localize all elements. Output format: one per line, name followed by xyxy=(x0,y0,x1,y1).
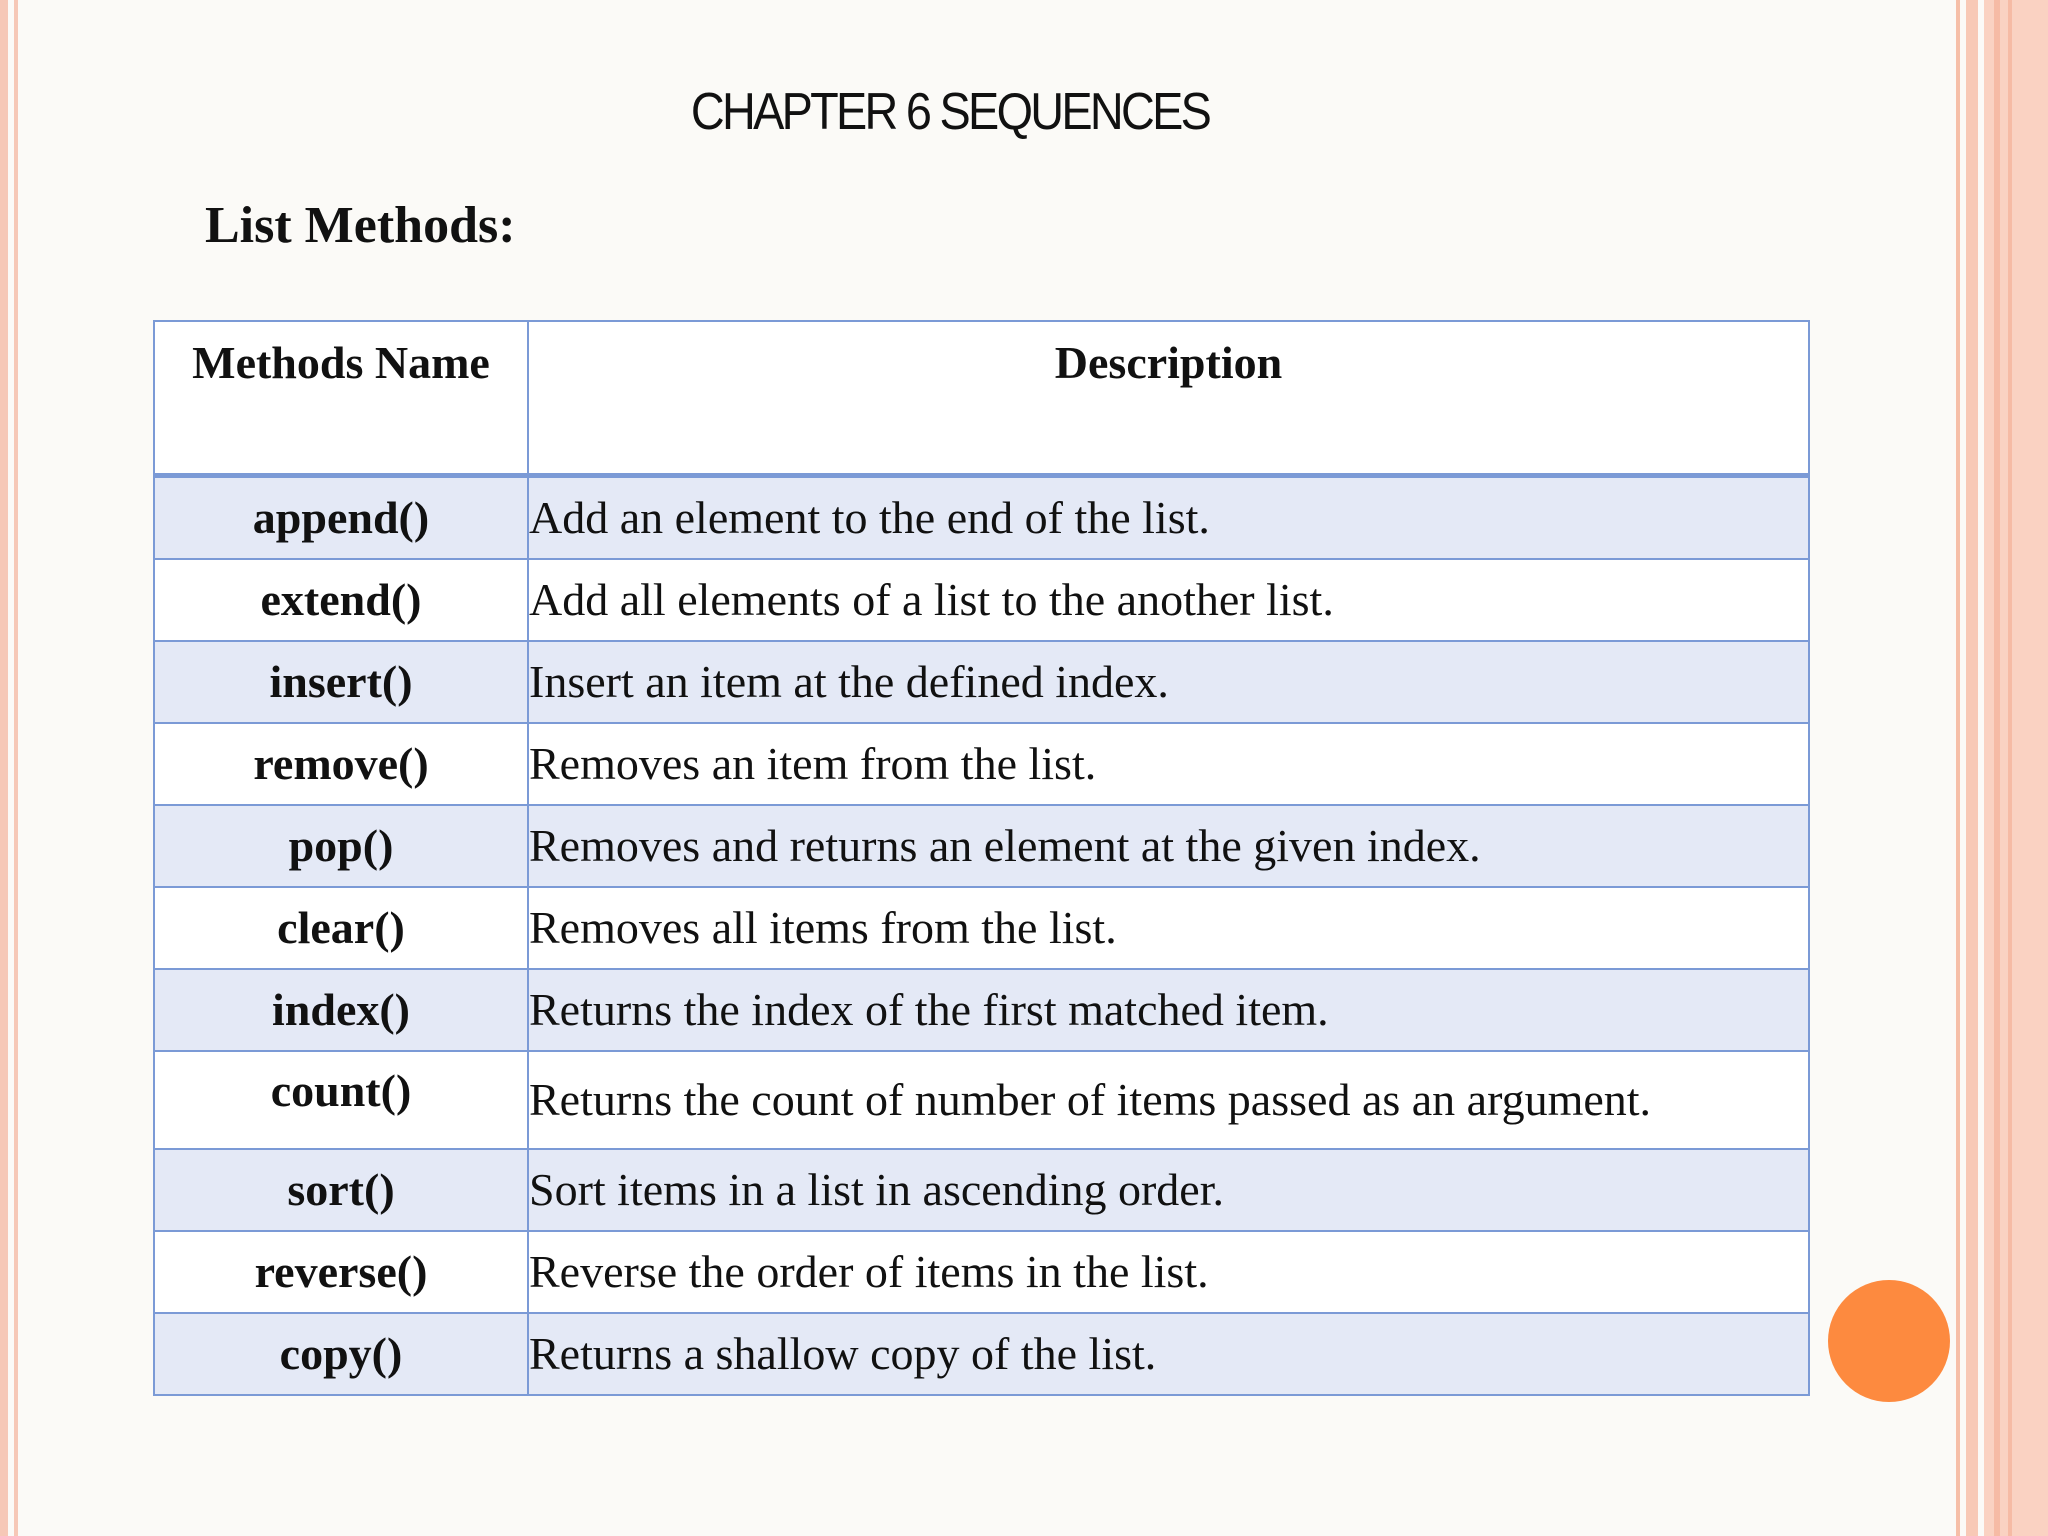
table-row xyxy=(154,805,1809,887)
right-border-band xyxy=(1966,0,1978,1536)
method-description: Removes an item from the list. xyxy=(528,723,1809,805)
method-description: Reverse the order of items in the list. xyxy=(528,1231,1809,1313)
method-name: index() xyxy=(154,969,528,1051)
table-row xyxy=(154,475,1809,559)
section-heading: List Methods: xyxy=(205,197,516,254)
methods-table xyxy=(153,320,1810,1396)
method-name: extend() xyxy=(154,559,528,641)
method-name: sort() xyxy=(154,1149,528,1231)
table-row xyxy=(154,887,1809,969)
method-description: Add an element to the end of the list. xyxy=(528,475,1809,559)
method-name: reverse() xyxy=(154,1231,528,1313)
method-description: Sort items in a list in ascending order. xyxy=(528,1149,1809,1231)
table-row xyxy=(154,559,1809,641)
chapter-title: CHAPTER 6 SEQUENCES xyxy=(690,83,1210,141)
decorative-circle xyxy=(1828,1280,1950,1402)
right-border-stripe-thin xyxy=(2008,0,2012,1536)
right-border-stripe xyxy=(1994,0,2000,1536)
method-name: remove() xyxy=(154,723,528,805)
method-name: pop() xyxy=(154,805,528,887)
table-row xyxy=(154,723,1809,805)
right-border-line xyxy=(1956,0,1960,1536)
method-description: Insert an item at the defined index. xyxy=(528,641,1809,723)
method-description: Add all elements of a list to the another list. xyxy=(528,559,1809,641)
method-description: Removes all items from the list. xyxy=(528,887,1809,969)
header-description: Description xyxy=(528,321,1809,475)
method-description: Returns a shallow copy of the list. xyxy=(528,1313,1809,1395)
header-methods-name: Methods Name xyxy=(154,321,528,475)
method-name: copy() xyxy=(154,1313,528,1395)
table-row xyxy=(154,1313,1809,1395)
method-name: count() xyxy=(154,1051,528,1149)
table-row xyxy=(154,1051,1809,1149)
method-name: insert() xyxy=(154,641,528,723)
method-name: clear() xyxy=(154,887,528,969)
left-border-stripe xyxy=(0,0,8,1536)
method-name: append() xyxy=(154,475,528,559)
left-border-stripe-thin xyxy=(14,0,18,1536)
table-header-row xyxy=(154,321,1809,475)
table-row xyxy=(154,969,1809,1051)
method-description: Returns the count of number of items passed as an argument. xyxy=(528,1051,1809,1149)
table-row xyxy=(154,641,1809,723)
method-description: Returns the index of the first matched item. xyxy=(528,969,1809,1051)
table-row xyxy=(154,1149,1809,1231)
table-row xyxy=(154,1231,1809,1313)
method-description: Removes and returns an element at the given index. xyxy=(528,805,1809,887)
